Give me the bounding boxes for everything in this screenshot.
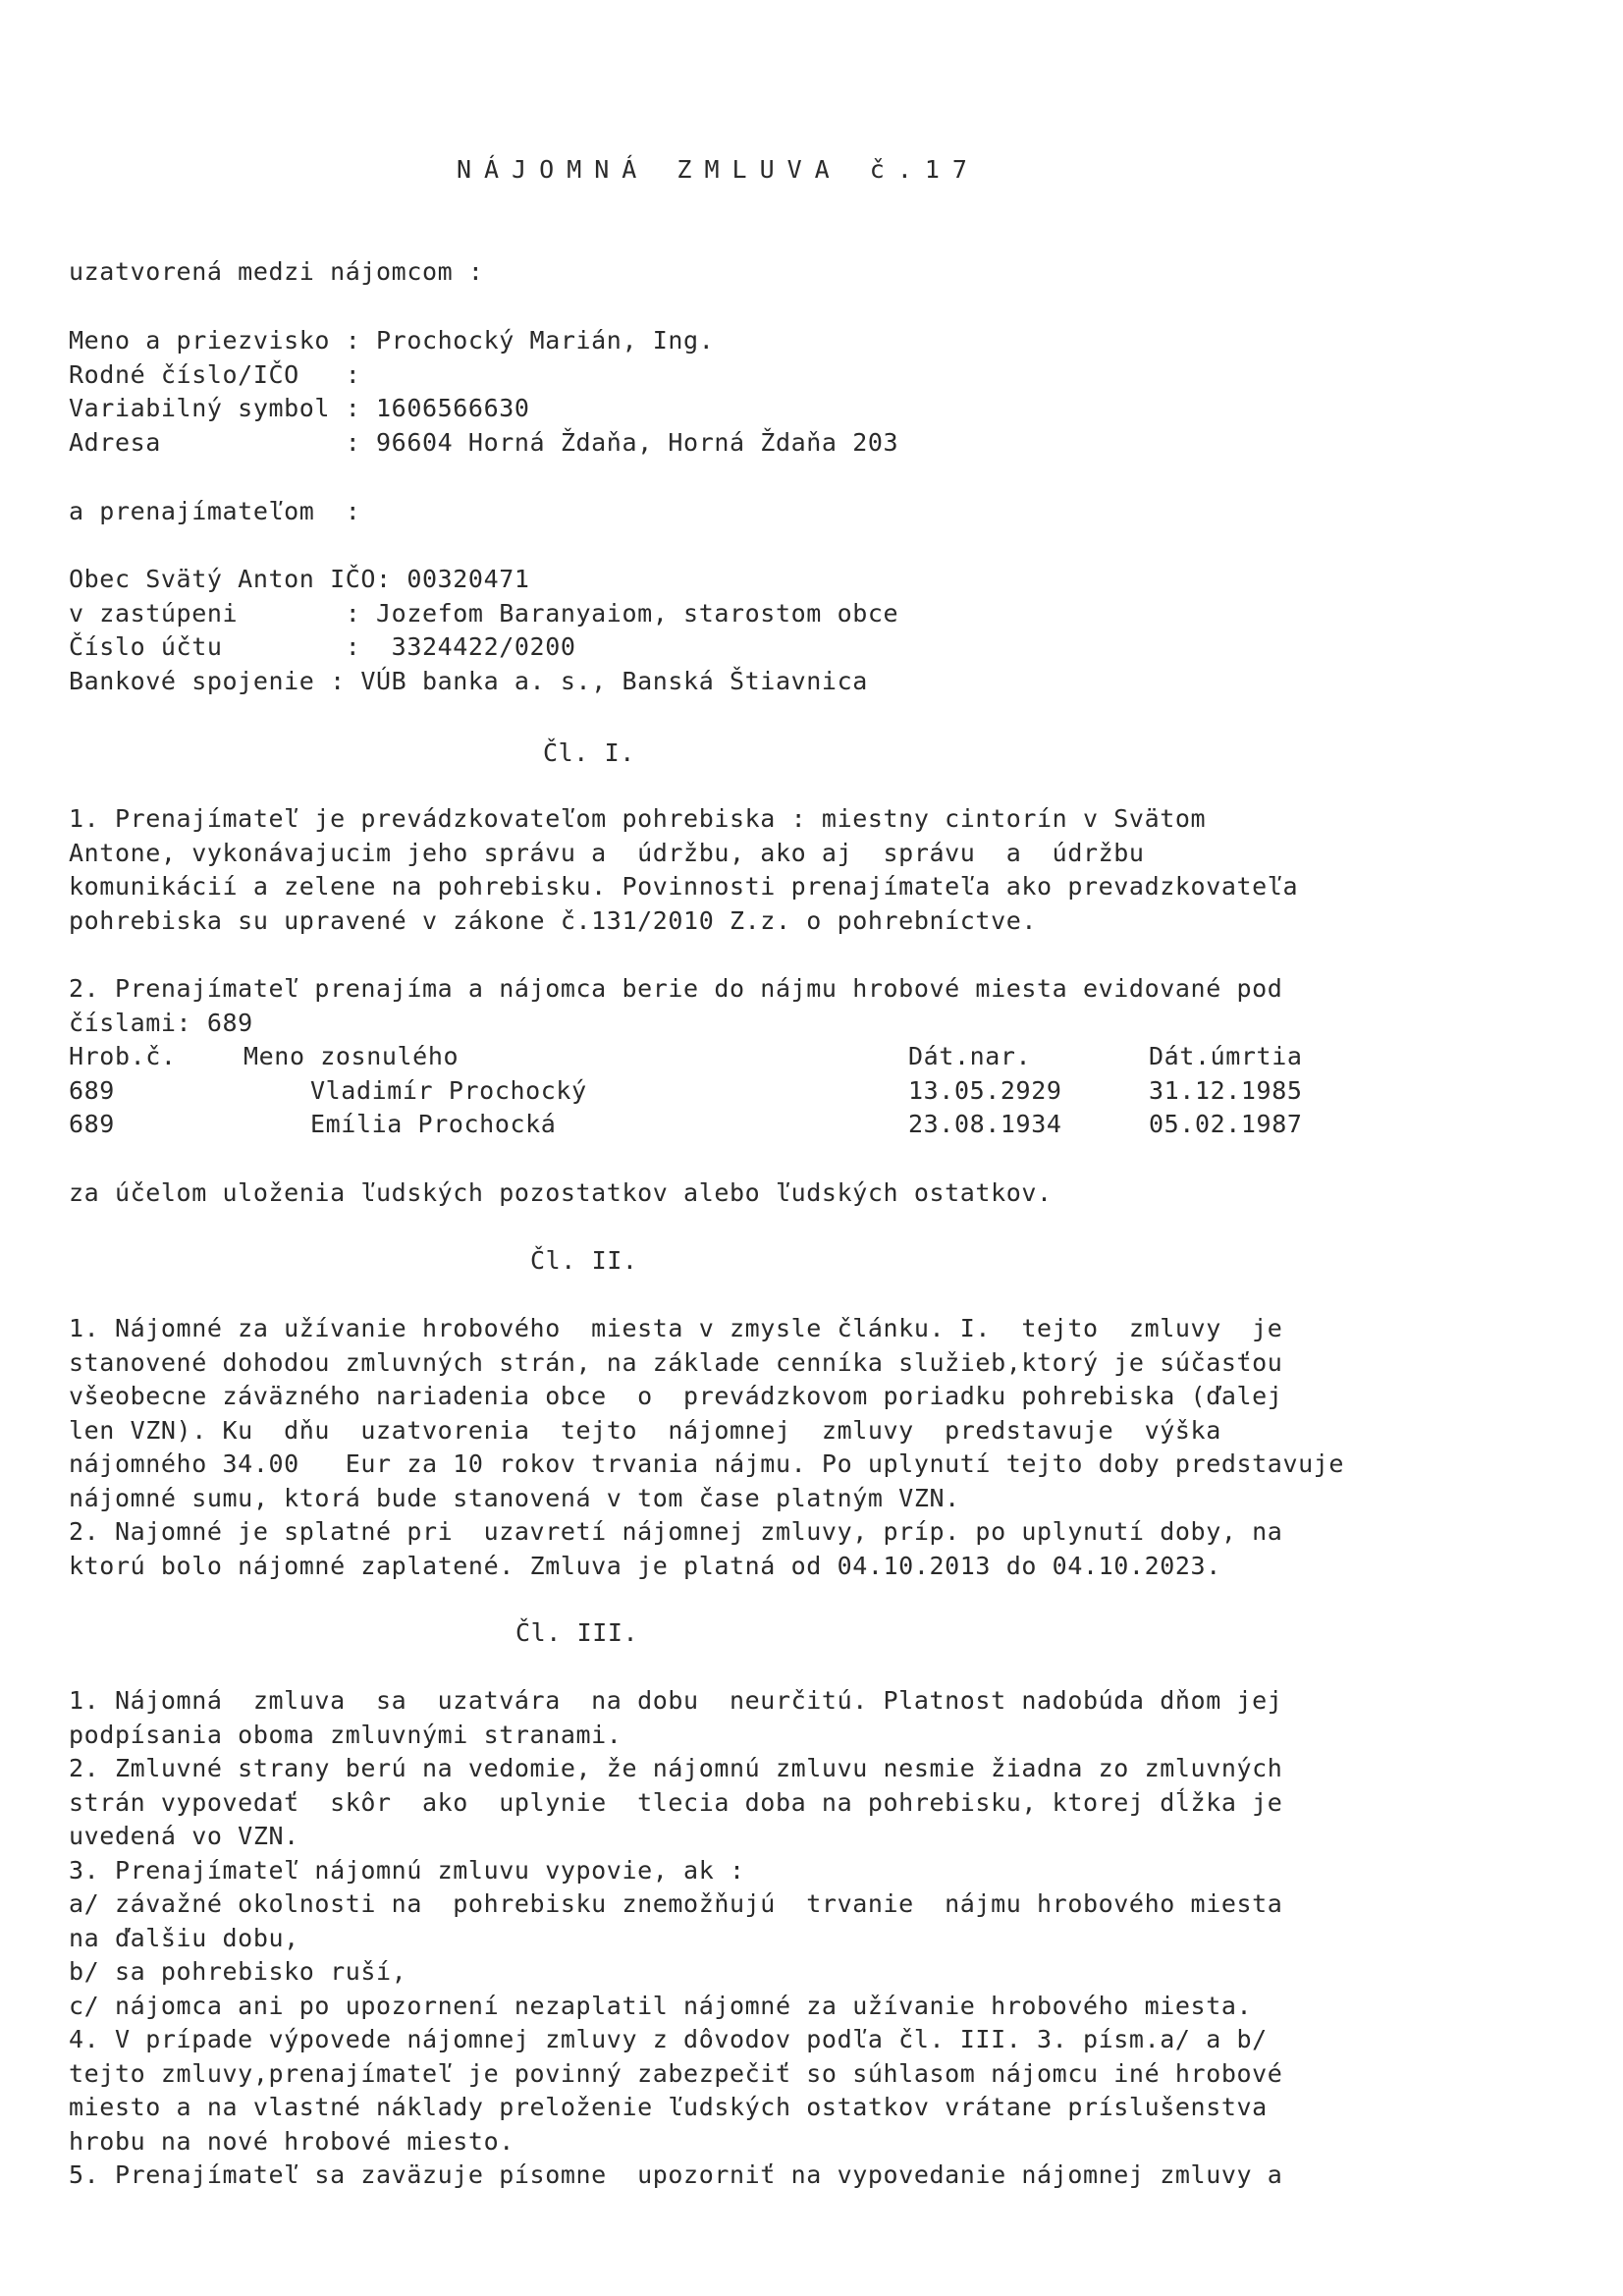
landlord-account: Číslo účtu : 3324422/0200 xyxy=(69,632,576,661)
text-line: na ďalšiu dobu, xyxy=(69,1923,299,1952)
text-line: všeobecne záväzného nariadenia obce o prevádzkovom poriadku pohrebiska (ďalej xyxy=(69,1382,1283,1410)
deceased-name: Emília Prochocká xyxy=(310,1110,557,1138)
landlord-intro xyxy=(69,495,1463,529)
article-3-heading: Čl. III. xyxy=(515,1618,639,1647)
birth-date: 23.08.1934 xyxy=(908,1110,1062,1138)
table-header-row xyxy=(69,1040,1463,1074)
tenant-address: Adresa : 96604 Horná Ždaňa, Horná Ždaňa 203 xyxy=(69,427,899,457)
death-date: 31.12.1985 xyxy=(1149,1075,1303,1105)
text-line: číslami: 689 xyxy=(69,1008,253,1037)
text-line: a/ závažné okolnosti na pohrebisku znemožňujú trvanie nájmu hrobového miesta xyxy=(69,1889,1283,1918)
article-1-paragraph-2 xyxy=(69,972,1463,1040)
landlord-representative: v zastúpeni : Jozefom Baranyaiom, starostom obce xyxy=(69,598,899,628)
header-deceased-name: Meno zosnulého xyxy=(243,1042,460,1070)
landlord-name: Obec Svätý Anton IČO: 00320471 xyxy=(69,565,530,593)
text-line: 4. V prípade výpovede nájomnej zmluvy z dôvodov podľa čl. III. 3. písm.a/ a b/ xyxy=(69,2025,1268,2053)
document-title: NÁJOMNÁ ZMLUVA č.17 xyxy=(457,155,980,184)
text-line: komunikácií a zelene na pohrebisku. Povinnosti prenajímateľa ako prevadzkovateľa xyxy=(69,872,1299,901)
table-row xyxy=(69,1074,1463,1109)
text-line: stanovené dohodou zmluvných strán, na základe cenníka služieb,ktorý je súčasťou xyxy=(69,1347,1283,1377)
landlord-bank: Bankové spojenie : VÚB banka a. s., Banská Štiavnica xyxy=(69,666,868,695)
article-3-body xyxy=(69,1684,1463,2193)
text-line: ktorú bolo nájomné zaplatené. Zmluva je platná od 04.10.2013 do 04.10.2023. xyxy=(69,1551,1221,1580)
text-line: 2. Najomné je splatné pri uzavretí nájomnej zmluvy, príp. po uplynutí doby, na xyxy=(69,1517,1283,1546)
text-line: uvedená vo VZN. xyxy=(69,1822,299,1850)
deceased-name: Vladimír Prochocký xyxy=(310,1075,587,1105)
header-birth-date: Dát.nar. xyxy=(908,1042,1032,1070)
article-1-heading: Čl. I. xyxy=(543,738,635,767)
header-grave-number: Hrob.č. xyxy=(69,1042,177,1070)
article-2-body xyxy=(69,1312,1463,1583)
intro-text: uzatvorená medzi nájomcom : xyxy=(69,257,484,286)
header-death-date: Dát.úmrtia xyxy=(1149,1042,1303,1070)
grave-table xyxy=(69,1040,1463,1142)
text-line: hrobu na nové hrobové miesto. xyxy=(69,2126,514,2156)
tenant-id: Rodné číslo/IČO : xyxy=(69,359,361,389)
grave-number: 689 xyxy=(69,1075,115,1105)
text-line: nájomného 34.00 Eur za 10 rokov trvania nájmu. Po uplynutí tejto doby predstavuje xyxy=(69,1449,1345,1478)
text-line: b/ sa pohrebisko ruší, xyxy=(69,1957,407,1986)
text-line: nájomné sumu, ktorá bude stanovená v tom čase platným VZN. xyxy=(69,1483,960,1512)
landlord-details xyxy=(69,563,1463,698)
text-line: miesto a na vlastné náklady preloženie ľudských ostatkov vrátane príslušenstva xyxy=(69,2093,1268,2121)
death-date: 05.02.1987 xyxy=(1149,1110,1303,1138)
tenant-variable-symbol: Variabilný symbol : 1606566630 xyxy=(69,394,530,422)
text-line: 1. Nájomné za užívanie hrobového miesta v zmysle článku. I. tejto zmluvy je xyxy=(69,1314,1283,1342)
article-2-heading: Čl. II. xyxy=(530,1246,638,1275)
text-line: 1. Nájomná zmluva sa uzatvára na dobu neurčitú. Platnost nadobúda dňom jej xyxy=(69,1686,1283,1715)
text-line: strán vypovedať skôr ako uplynie tlecia doba na pohrebisku, ktorej dĺžka je xyxy=(69,1787,1283,1817)
table-row xyxy=(69,1108,1463,1142)
text-line: 3. Prenajímateľ nájomnú zmluvu vypovie, ak : xyxy=(69,1855,745,1885)
text-line: c/ nájomca ani po upozornení nezaplatil nájomné za užívanie hrobového miesta. xyxy=(69,1991,1253,2020)
article-1-purpose xyxy=(69,1176,1463,1211)
purpose-text: za účelom uloženia ľudských pozostatkov alebo ľudských ostatkov. xyxy=(69,1178,1053,1207)
tenant-details xyxy=(69,324,1463,460)
landlord-intro-text: a prenajímateľom : xyxy=(69,497,361,525)
text-line: 2. Zmluvné strany berú na vedomie, že nájomnú zmluvu nesmie žiadna zo zmluvných xyxy=(69,1754,1283,1782)
text-line: 5. Prenajímateľ sa zaväzuje písomne upozorniť na vypovedanie nájomnej zmluvy a xyxy=(69,2160,1283,2189)
birth-date: 13.05.2929 xyxy=(908,1075,1062,1105)
intro xyxy=(69,255,1463,290)
text-line: pohrebiska su upravené v zákone č.131/2010 Z.z. o pohrebníctve. xyxy=(69,905,1038,935)
text-line: podpísania oboma zmluvnými stranami. xyxy=(69,1720,622,1749)
tenant-name: Meno a priezvisko : Prochocký Marián, Ing. xyxy=(69,326,715,355)
grave-number: 689 xyxy=(69,1110,115,1138)
text-line: Antone, vykonávajucim jeho správu a údržbu, ako aj správu a údržbu xyxy=(69,838,1145,867)
text-line: 2. Prenajímateľ prenajíma a nájomca berie do nájmu hrobové miesta evidované pod xyxy=(69,974,1283,1003)
text-line: len VZN). Ku dňu uzatvorenia tejto nájomnej zmluvy predstavuje výška xyxy=(69,1415,1221,1445)
article-1-paragraph-1 xyxy=(69,802,1463,938)
text-line: tejto zmluvy,prenajímateľ je povinný zabezpečiť so súhlasom nájomcu iné hrobové xyxy=(69,2058,1283,2088)
text-line: 1. Prenajímateľ je prevádzkovateľom pohrebiska : miestny cintorín v Svätom xyxy=(69,804,1207,833)
